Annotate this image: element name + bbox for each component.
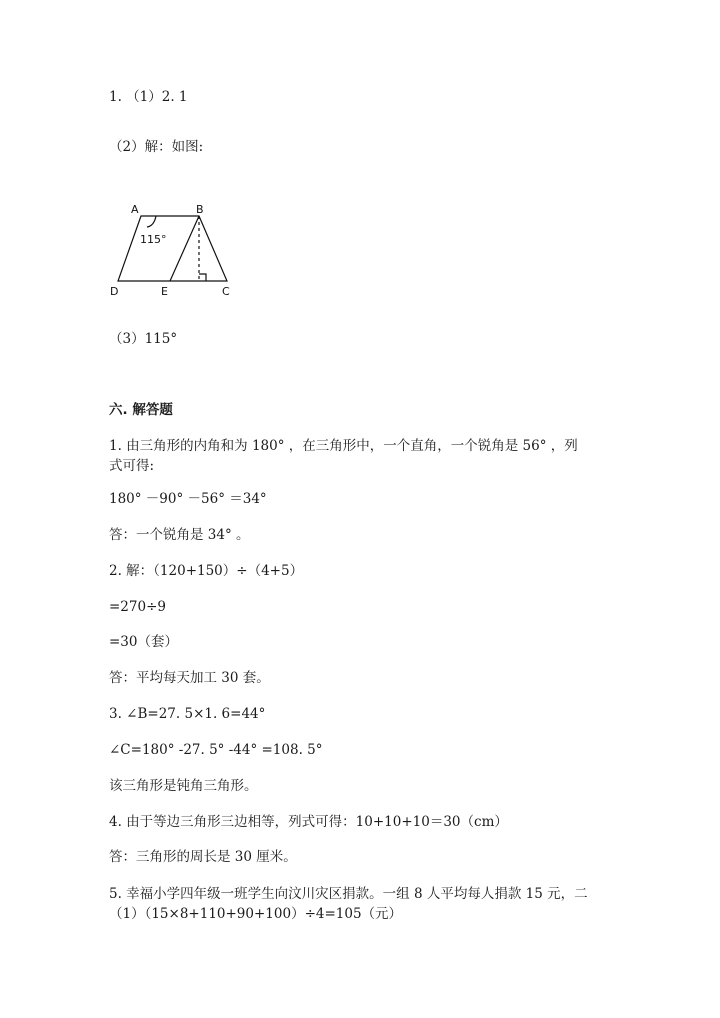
label-b: B (196, 203, 204, 216)
trapezoid-figure (104, 198, 254, 303)
label-e: E (161, 285, 168, 298)
right-angle-mark (199, 274, 206, 281)
problem-3-line-2: ∠C=180° -27. 5° -44° =108. 5° (109, 742, 323, 758)
answer-1-3: （3）115° (109, 331, 178, 347)
label-a: A (131, 203, 139, 216)
trapezoid-outline (118, 216, 227, 281)
segment-be (170, 216, 199, 281)
problem-5-line-1: 5. 幸福小学四年级一班学生向汶川灾区捐款。一组 8 人平均每人捐款 15 元，二 (109, 886, 588, 902)
problem-4-answer: 答：三角形的周长是 30 厘米。 (109, 849, 297, 865)
problem-1-calc: 180° －90° －56° ＝34° (109, 491, 267, 507)
problem-3-line-3: 该三角形是钝角三角形。 (109, 778, 258, 794)
section-heading: 六. 解答题 (109, 402, 173, 418)
problem-1-line-1: 1. 由三角形的内角和为 180° ，在三角形中，一个直角，一个锐角是 56° ，列 (109, 438, 578, 454)
problem-1-line-2: 式可得: (109, 458, 155, 474)
angle-arc (147, 216, 156, 227)
angle-label: 115° (140, 233, 167, 246)
problem-5-line-2: （1）（15×8+110+90+100）÷4=105（元） (109, 906, 403, 922)
answer-1-2: （2）解：如图: (109, 139, 204, 155)
problem-2-line-2: =270÷9 (109, 599, 166, 615)
problem-1-answer: 答：一个锐角是 34° 。 (109, 527, 250, 543)
answer-1-1: 1. （1）2. 1 (109, 89, 188, 105)
problem-2-line-3: =30（套） (109, 634, 178, 650)
problem-4-line-1: 4. 由于等边三角形三边相等，列式可得：10+10+10＝30（cm） (109, 814, 508, 830)
label-d: D (110, 285, 119, 298)
problem-2-answer: 答：平均每天加工 30 套。 (109, 670, 270, 686)
problem-2-line-1: 2. 解：（120+150）÷（4+5） (109, 563, 304, 579)
label-c: C (222, 285, 230, 298)
problem-3-line-1: 3. ∠B=27. 5×1. 6=44° (109, 706, 266, 722)
